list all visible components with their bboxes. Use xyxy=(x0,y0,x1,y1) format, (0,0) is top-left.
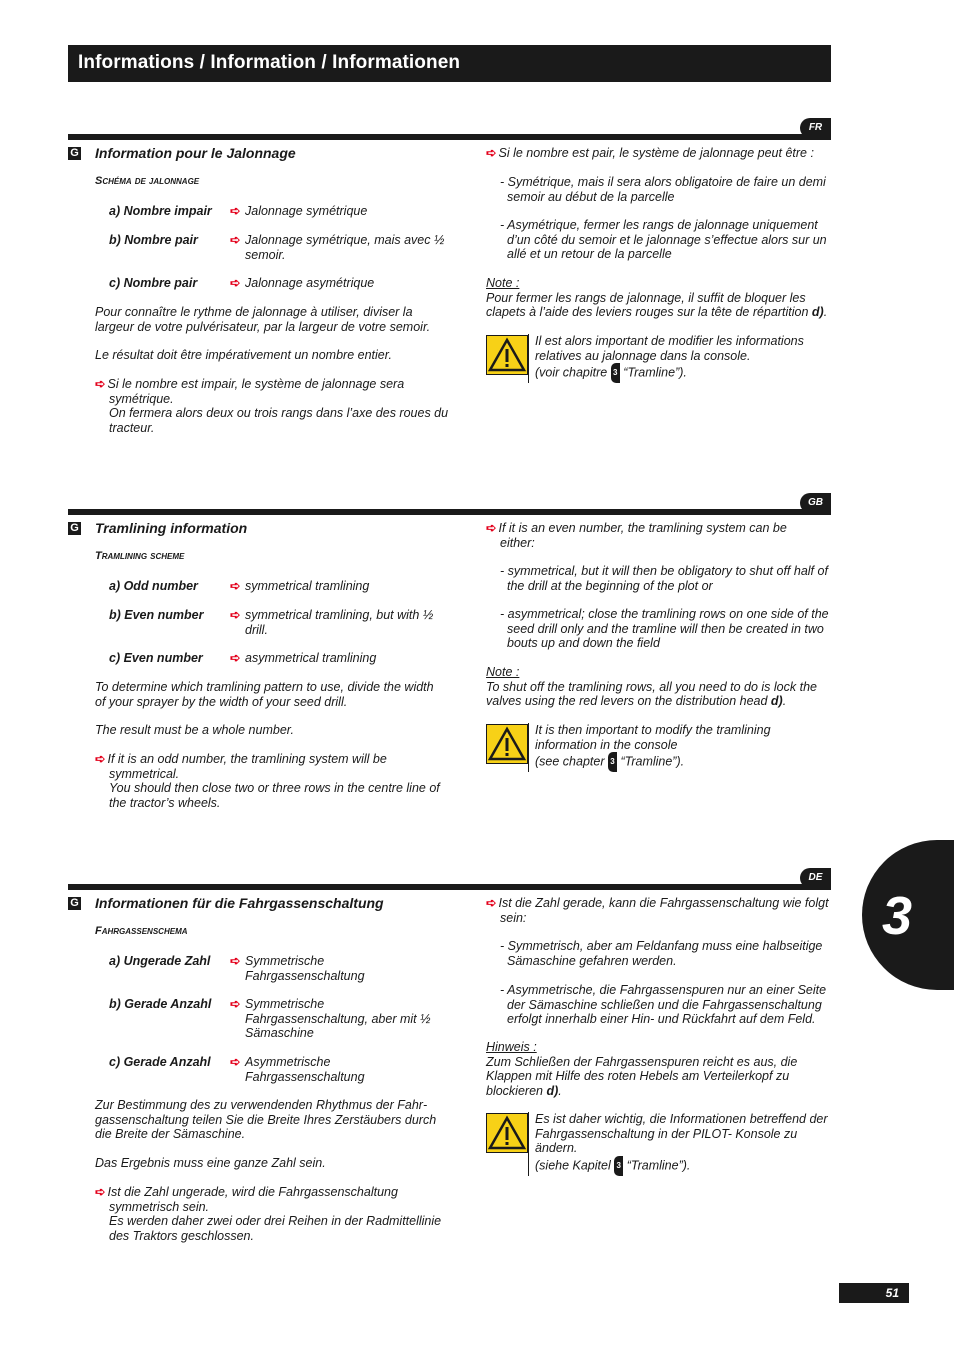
red-arrow-icon: ➪ xyxy=(95,1185,106,1199)
language-badge-fr: FR xyxy=(800,118,831,138)
paragraph: To determine which tramlining pattern to use, divide the width of your sprayer by the width of your seed drill. xyxy=(95,680,434,709)
paragraph-text: Ist die Zahl gerade, kann die Fahrgassenschaltung wie folgt sein: xyxy=(498,896,829,925)
warning-line: (voir chapitre xyxy=(535,365,608,380)
scheme-value: Symmetrische Fahrgassenschaltung xyxy=(245,954,365,983)
scheme-value: Asymmetrische Fahrgassenschaltung xyxy=(245,1055,365,1084)
red-arrow-icon: ➪ xyxy=(230,651,241,665)
language-badge-de: DE xyxy=(800,868,831,888)
paragraph: Das Ergebnis muss eine ganze Zahl sein. xyxy=(95,1156,326,1170)
paragraph xyxy=(95,1185,449,1243)
paragraph: The result must be a whole number. xyxy=(95,723,294,737)
red-arrow-icon: ➪ xyxy=(230,954,241,968)
scheme-value: symmetrical tramlining xyxy=(245,579,370,593)
section-rule xyxy=(68,509,831,515)
section-title: Tramlining information xyxy=(95,520,248,536)
paragraph xyxy=(486,521,820,550)
paragraph xyxy=(500,983,838,1027)
scheme-label: b) Nombre pair xyxy=(109,233,198,247)
scheme-title: Tramlining scheme xyxy=(95,550,185,562)
paragraph-text: - Asymmetrische, die Fahrgassenspuren nur an einer Seite der Sämaschine schließen und die Fahrgassenschaltung erfolgt innerhalb einer Hin- und Rückfahrt auf dem Feld. xyxy=(500,983,827,1026)
warning-line: (siehe Kapitel xyxy=(535,1157,611,1172)
note-label: Hinweis : xyxy=(486,1040,537,1054)
note-end: . xyxy=(558,1083,562,1098)
paragraph xyxy=(500,564,838,593)
paragraph xyxy=(95,752,449,810)
red-arrow-icon: ➪ xyxy=(95,377,106,391)
warning-line: “Tramline”). xyxy=(620,754,685,769)
note-end: . xyxy=(823,305,828,319)
language-badge-gb: GB xyxy=(800,493,831,513)
paragraph: Le résultat doit être impérativement un nombre entier. xyxy=(95,348,392,362)
scheme-label: c) Gerade Anzahl xyxy=(109,1055,211,1069)
note-ref: d) xyxy=(770,694,783,708)
warning-triangle-icon xyxy=(486,724,528,764)
chapter-marker: 3 xyxy=(608,752,617,772)
page-header xyxy=(68,45,831,82)
paragraph-text: Ist die Zahl ungerade, wird die Fahrgassenschaltung symmetrisch sein. xyxy=(107,1185,398,1214)
chapter-marker: 3 xyxy=(611,363,620,383)
section-marker: G xyxy=(68,147,81,160)
chapter-tab xyxy=(862,840,954,990)
scheme-value: asymmetrical tramlining xyxy=(245,651,377,665)
red-arrow-icon: ➪ xyxy=(230,1055,241,1069)
note-text: Zum Schließen der Fahrgassenspuren reicht es aus, die Klappen mit Hilfe des roten Hebels am Verteilerkopf zu blockieren xyxy=(486,1054,798,1098)
warning-line: Il est alors important de modifier les informations relatives au jalonnage dans la console. xyxy=(535,334,804,363)
red-arrow-icon: ➪ xyxy=(486,896,497,910)
page-title: Informations / Information / Informationen xyxy=(78,52,461,73)
section-marker: G xyxy=(68,522,81,535)
section-title: Information pour le Jalonnage xyxy=(95,145,296,161)
note xyxy=(486,276,831,320)
note-text: To shut off the tramlining rows, all you need to do is lock the valves using the red levers on the distribution head xyxy=(486,679,817,708)
scheme-value: Symmetrische Fahrgassenschaltung, aber mit ½ Sämaschine xyxy=(245,997,431,1040)
scheme-value: Jalonnage symétrique xyxy=(245,204,368,218)
paragraph-text: - symmetrical, but it will then be obligatory to shut off half of the drill at the beginning of the plot or xyxy=(500,564,828,593)
scheme-title: Fahrgassenschema xyxy=(95,925,188,937)
paragraph-text: Si le nombre est impair, le système de jalonnage sera symétrique. xyxy=(107,377,405,406)
warning-line: It is then important to modify the tramlining information in the console xyxy=(535,723,771,752)
scheme-label: a) Nombre impair xyxy=(109,204,212,218)
warning-text xyxy=(528,334,835,383)
section-title: Informationen für die Fahrgassenschaltung xyxy=(95,895,384,911)
red-arrow-icon: ➪ xyxy=(95,752,106,766)
note-label: Note : xyxy=(486,276,520,290)
paragraph xyxy=(500,939,838,968)
red-arrow-icon: ➪ xyxy=(230,579,241,593)
red-arrow-icon: ➪ xyxy=(486,146,497,160)
paragraph xyxy=(500,607,838,651)
paragraph: Zur Bestimmung des zu verwendenden Rhythmus der Fahrgassenschaltung teilen Sie die Breite Ihres Zerstäubers durch die Breite der Sämaschine. xyxy=(95,1098,437,1141)
red-arrow-icon: ➪ xyxy=(230,233,241,247)
note xyxy=(486,1040,826,1098)
note xyxy=(486,665,831,709)
paragraph: Pour connaître le rythme de jalonnage à utiliser, diviser la largeur de votre pulvérisateur, par la largeur de votre semoir. xyxy=(95,305,431,334)
scheme-label: a) Odd number xyxy=(109,579,198,593)
paragraph-text: - Symmetrisch, aber am Feldanfang muss eine halbseitige Sämaschine gefahren werden. xyxy=(500,939,823,968)
warning-triangle-icon xyxy=(486,1113,528,1153)
note-label: Note : xyxy=(486,665,520,679)
scheme-label: a) Ungerade Zahl xyxy=(109,954,211,968)
paragraph-text: If it is an even number, the tramlining system can be either: xyxy=(498,521,787,550)
paragraph-text: - asymmetrical; close the tramlining rows on one side of the seed drill only and the tramline will then be created in two bouts up and down the field xyxy=(500,607,829,650)
red-arrow-icon: ➪ xyxy=(486,521,497,535)
paragraph-text: On fermera alors deux ou trois rangs dans l’axe des roues du tracteur. xyxy=(109,406,449,435)
paragraph xyxy=(500,175,838,204)
scheme-value: symmetrical tramlining, but with ½ drill. xyxy=(245,608,434,637)
chapter-marker: 3 xyxy=(614,1156,623,1176)
scheme-label: c) Even number xyxy=(109,651,203,665)
warning-line: Es ist daher wichtig, die Informationen betreffend der Fahrgassenschaltung in der PILOT- Konsole zu ändern. xyxy=(535,1112,828,1155)
section-marker: G xyxy=(68,897,81,910)
red-arrow-icon: ➪ xyxy=(230,608,241,622)
note-ref: d) xyxy=(546,1083,559,1098)
red-arrow-icon: ➪ xyxy=(230,204,241,218)
note-end: . xyxy=(782,694,787,708)
page-number: 51 xyxy=(839,1283,909,1303)
section-rule xyxy=(68,884,831,890)
chapter-tab-number: 3 xyxy=(882,886,913,946)
warning-triangle-icon xyxy=(486,335,528,375)
paragraph-text: You should then close two or three rows in the centre line of the tractor’s wheels. xyxy=(109,781,440,810)
red-arrow-icon: ➪ xyxy=(230,276,241,290)
scheme-label: c) Nombre pair xyxy=(109,276,198,290)
red-arrow-icon: ➪ xyxy=(230,997,241,1011)
note-text: Pour fermer les rangs de jalonnage, il suffit de bloquer les clapets à l’aide des leviers rouges sur la tête de répartition xyxy=(486,290,809,319)
paragraph-text: - Asymétrique, fermer les rangs de jalonnage uniquement d’un côté du semoir et le jalonnage s’effectue alors sur un allé et un retour de la parcelle xyxy=(500,218,827,261)
scheme-title: Schéma de jalonnage xyxy=(95,175,200,187)
paragraph xyxy=(500,218,838,262)
scheme-value: Jalonnage asymétrique xyxy=(245,276,375,290)
section-rule xyxy=(68,134,831,140)
paragraph-text: Si le nombre est pair, le système de jalonnage peut être : xyxy=(498,146,814,160)
paragraph xyxy=(486,146,845,161)
paragraph xyxy=(95,377,449,435)
paragraph-text: - Symétrique, mais il sera alors obligatoire de faire un demi semoir au début de la parcelle xyxy=(500,175,826,204)
warning-text xyxy=(528,1112,835,1176)
warning-line: “Tramline”). xyxy=(623,365,687,380)
warning-line: “Tramline”). xyxy=(626,1157,691,1172)
scheme-label: b) Gerade Anzahl xyxy=(109,997,212,1011)
scheme-label: b) Even number xyxy=(109,608,204,622)
paragraph-text: Es werden daher zwei oder drei Reihen in der Radmittellinie des Traktors geschlossen. xyxy=(109,1214,442,1243)
scheme-value: Jalonnage symétrique, mais avec ½ semoir. xyxy=(245,233,445,262)
note-ref: d) xyxy=(811,305,824,319)
warning-line: (see chapter xyxy=(535,754,605,769)
warning-text xyxy=(528,723,835,772)
paragraph xyxy=(486,896,830,925)
paragraph-text: If it is an odd number, the tramlining system will be symmetrical. xyxy=(107,752,387,781)
